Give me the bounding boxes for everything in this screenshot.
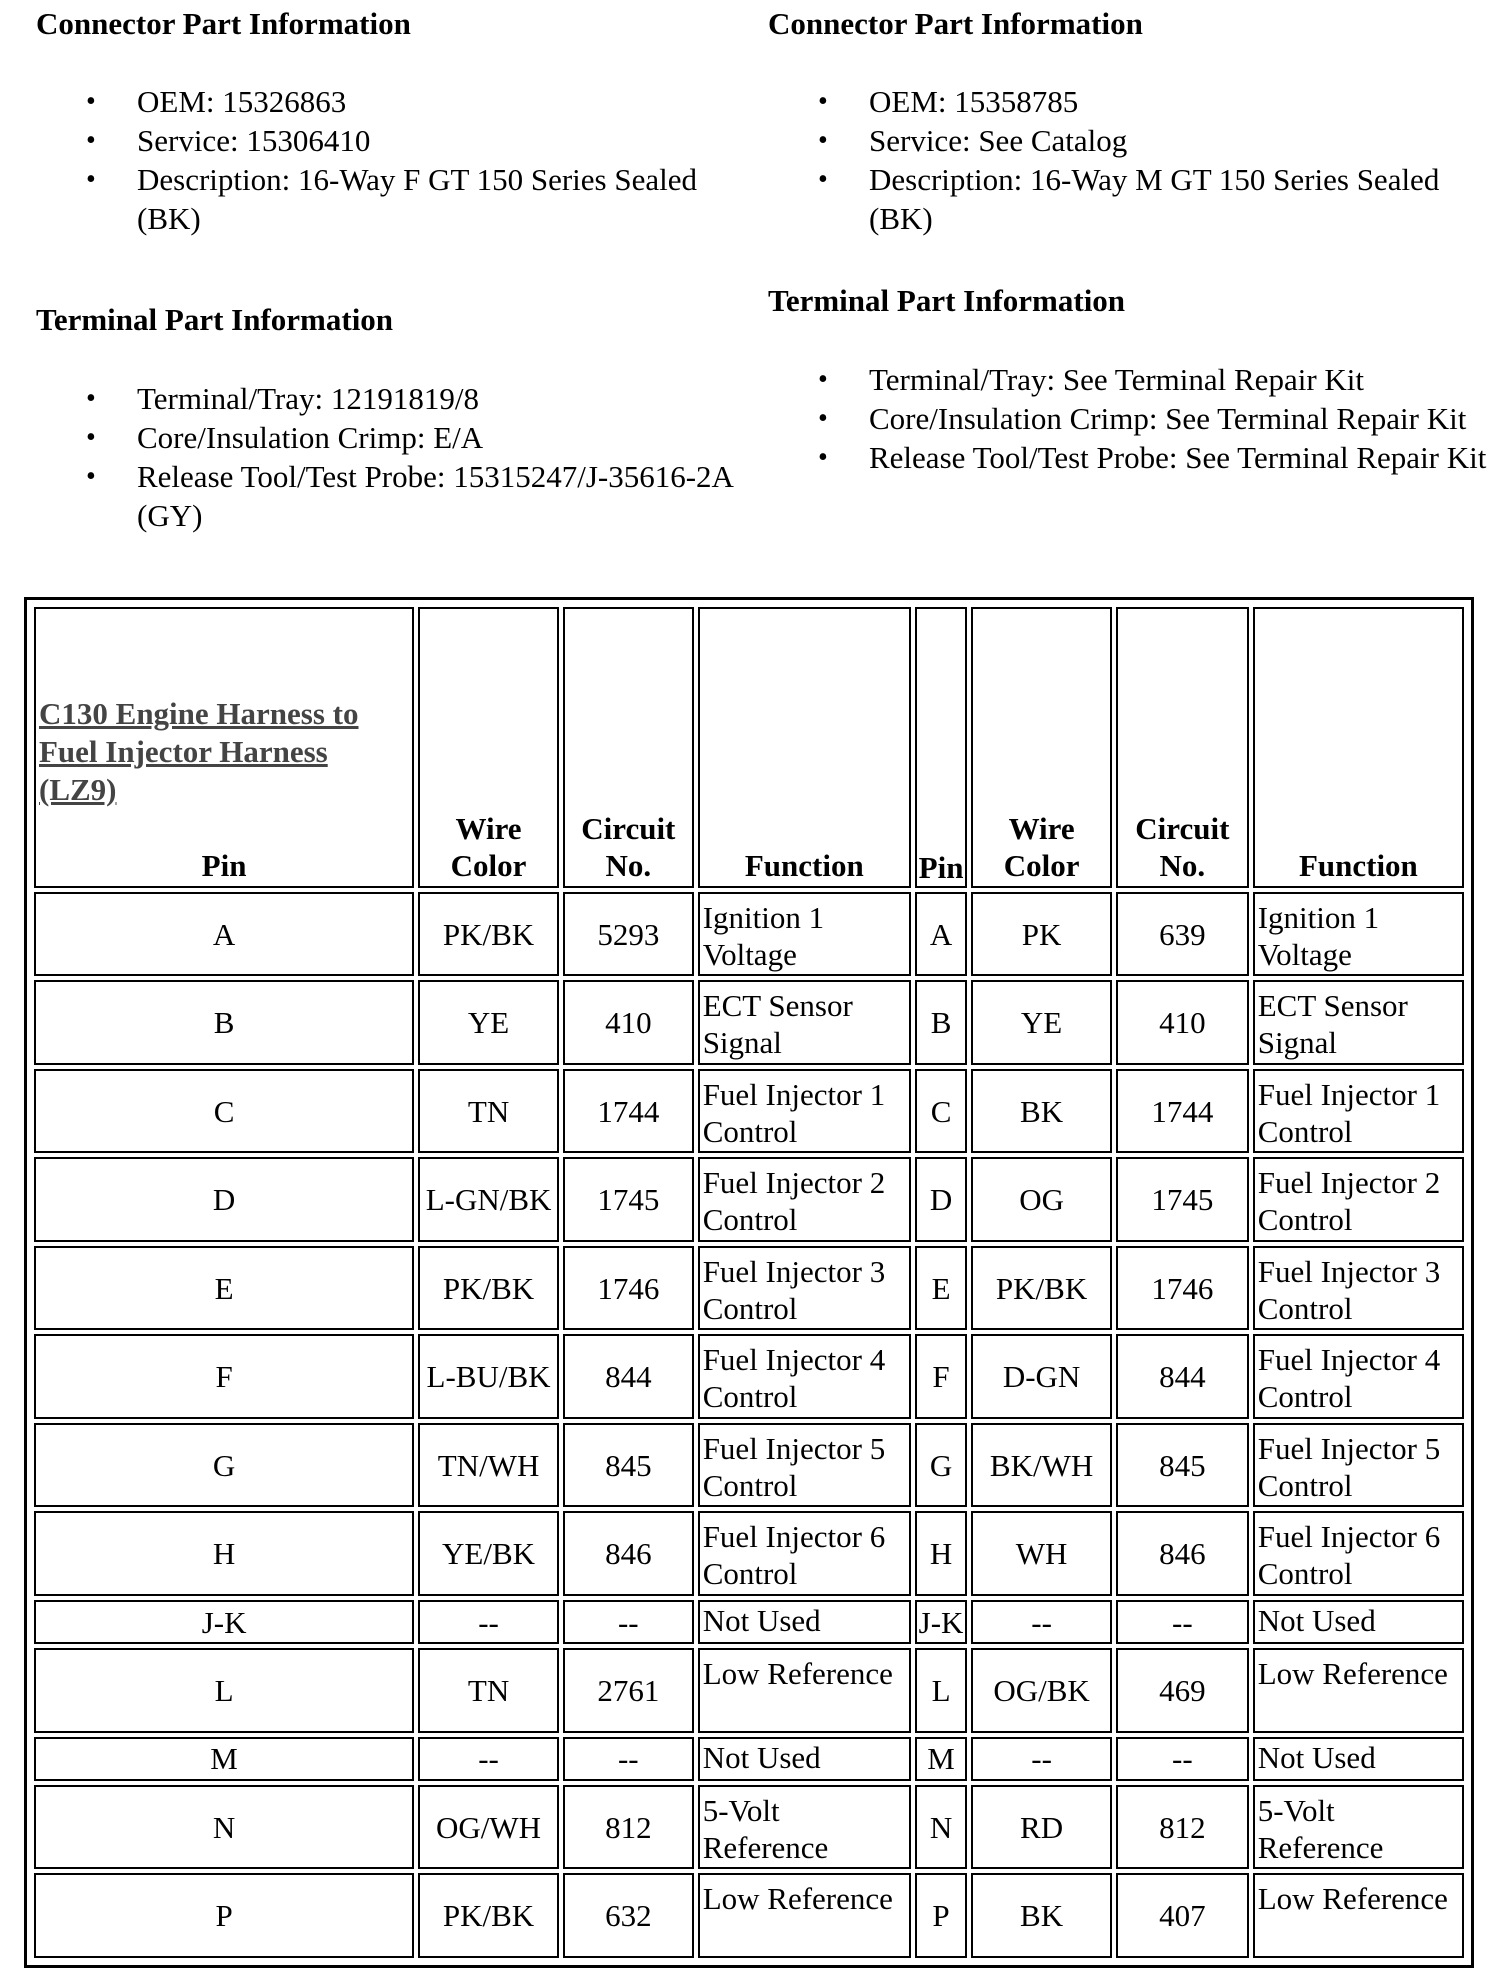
cell-wire-color-2: YE [971, 980, 1112, 1064]
cell-function: Not Used [698, 1737, 911, 1781]
right-terminal-list [768, 360, 1489, 477]
cell-function-2: Low Reference [1253, 1873, 1464, 1958]
cell-wire-color-2: PK/BK [971, 1246, 1112, 1330]
cell-pin-2: G [915, 1423, 967, 1507]
cell-circuit-no: 1746 [563, 1246, 694, 1330]
cell-circuit-no-2: 639 [1116, 892, 1249, 976]
cell-pin: G [34, 1423, 414, 1507]
cell-pin: C [34, 1069, 414, 1153]
cell-wire-color: L-BU/BK [418, 1334, 559, 1418]
header-circuit-no-2: Circuit No. [1116, 607, 1249, 888]
connector-title-link[interactable]: C130 Engine Harness to Fuel Injector Harness (LZ9) [39, 696, 359, 807]
right-connector-list [768, 82, 1489, 238]
table-row [34, 1423, 1464, 1507]
cell-function-2: Fuel Injector 6 Control [1253, 1511, 1464, 1595]
pinout-table [30, 603, 1468, 1962]
header-pin-label: Pin [201, 848, 247, 883]
cell-wire-color-2: -- [971, 1737, 1112, 1781]
cell-function-2: Fuel Injector 4 Control [1253, 1334, 1464, 1418]
cell-function-2: Fuel Injector 3 Control [1253, 1246, 1464, 1330]
cell-wire-color-2: -- [971, 1600, 1112, 1644]
cell-function-2: Low Reference [1253, 1648, 1464, 1732]
cell-pin: J-K [34, 1600, 414, 1644]
table-row [34, 1246, 1464, 1330]
cell-pin-2: B [915, 980, 967, 1064]
cell-circuit-no-2: 846 [1116, 1511, 1249, 1595]
left-terminal-title: Terminal Part Information [36, 302, 394, 337]
cell-function-2: Fuel Injector 5 Control [1253, 1423, 1464, 1507]
cell-pin-2: N [915, 1785, 967, 1869]
cell-circuit-no: 632 [563, 1873, 694, 1958]
cell-circuit-no: 2761 [563, 1648, 694, 1732]
cell-circuit-no: -- [563, 1737, 694, 1781]
cell-wire-color: OG/WH [418, 1785, 559, 1869]
list-item: • Release Tool/Test Probe: See Terminal Repair Kit [768, 438, 1489, 477]
list-item: • Terminal/Tray: 12191819/8 [36, 379, 757, 418]
table-row [34, 1334, 1464, 1418]
cell-circuit-no: -- [563, 1600, 694, 1644]
cell-pin: A [34, 892, 414, 976]
cell-function-2: Not Used [1253, 1600, 1464, 1644]
cell-pin-2: F [915, 1334, 967, 1418]
cell-circuit-no-2: 407 [1116, 1873, 1249, 1958]
cell-wire-color: YE/BK [418, 1511, 559, 1595]
cell-pin: P [34, 1873, 414, 1958]
cell-wire-color: YE [418, 980, 559, 1064]
cell-function: Not Used [698, 1600, 911, 1644]
cell-pin-2: P [915, 1873, 967, 1958]
list-item: • Terminal/Tray: See Terminal Repair Kit [768, 360, 1489, 399]
cell-function: Fuel Injector 2 Control [698, 1157, 911, 1241]
cell-wire-color: TN/WH [418, 1423, 559, 1507]
table-row [34, 1600, 1464, 1644]
list-item: • Description: 16-Way F GT 150 Series Sealed (BK) [36, 160, 757, 238]
cell-wire-color: PK/BK [418, 1246, 559, 1330]
list-item: • Service: See Catalog [768, 121, 1489, 160]
cell-circuit-no: 410 [563, 980, 694, 1064]
cell-function: ECT Sensor Signal [698, 980, 911, 1064]
cell-wire-color-2: BK [971, 1069, 1112, 1153]
cell-wire-color: TN [418, 1648, 559, 1732]
table-row [34, 1648, 1464, 1732]
left-terminal-list [36, 379, 757, 535]
cell-wire-color-2: PK [971, 892, 1112, 976]
cell-pin-2: E [915, 1246, 967, 1330]
cell-circuit-no: 844 [563, 1334, 694, 1418]
cell-circuit-no-2: -- [1116, 1600, 1249, 1644]
cell-wire-color: -- [418, 1737, 559, 1781]
cell-function: Fuel Injector 3 Control [698, 1246, 911, 1330]
cell-circuit-no: 5293 [563, 892, 694, 976]
right-connector-title: Connector Part Information [768, 6, 1143, 41]
right-terminal-title: Terminal Part Information [768, 283, 1126, 318]
left-connector-list [36, 82, 757, 238]
cell-pin-2: A [915, 892, 967, 976]
cell-pin-2: J-K [915, 1600, 967, 1644]
cell-pin-2: L [915, 1648, 967, 1732]
cell-function: Ignition 1 Voltage [698, 892, 911, 976]
cell-circuit-no-2: 1744 [1116, 1069, 1249, 1153]
cell-pin: E [34, 1246, 414, 1330]
header-wire-color: Wire Color [418, 607, 559, 888]
table-header-row [34, 607, 1464, 888]
cell-function-2: Fuel Injector 2 Control [1253, 1157, 1464, 1241]
cell-circuit-no-2: 1746 [1116, 1246, 1249, 1330]
list-item: • Core/Insulation Crimp: E/A [36, 418, 757, 457]
list-item: • Description: 16-Way M GT 150 Series Sealed (BK) [768, 160, 1489, 238]
list-item: • OEM: 15358785 [768, 82, 1489, 121]
cell-circuit-no-2: 845 [1116, 1423, 1249, 1507]
list-item: • Core/Insulation Crimp: See Terminal Repair Kit [768, 399, 1489, 438]
cell-wire-color-2: D-GN [971, 1334, 1112, 1418]
list-item: • Release Tool/Test Probe: 15315247/J-35616-2A (GY) [36, 457, 757, 535]
table-row [34, 1737, 1464, 1781]
cell-pin: M [34, 1737, 414, 1781]
cell-pin: F [34, 1334, 414, 1418]
table-row [34, 1069, 1464, 1153]
cell-pin-2: D [915, 1157, 967, 1241]
cell-wire-color: PK/BK [418, 892, 559, 976]
cell-wire-color-2: OG [971, 1157, 1112, 1241]
cell-circuit-no: 812 [563, 1785, 694, 1869]
cell-circuit-no-2: 844 [1116, 1334, 1249, 1418]
cell-pin: D [34, 1157, 414, 1241]
list-item: • OEM: 15326863 [36, 82, 757, 121]
cell-function-2: Not Used [1253, 1737, 1464, 1781]
cell-wire-color-2: WH [971, 1511, 1112, 1595]
cell-function: Fuel Injector 6 Control [698, 1511, 911, 1595]
cell-function: Fuel Injector 4 Control [698, 1334, 911, 1418]
cell-function: Low Reference [698, 1873, 911, 1958]
header-pin [34, 607, 414, 888]
table-row [34, 1785, 1464, 1869]
cell-function: Low Reference [698, 1648, 911, 1732]
left-connector-title: Connector Part Information [36, 6, 411, 41]
cell-wire-color-2: OG/BK [971, 1648, 1112, 1732]
header-function-2: Function [1253, 607, 1464, 888]
cell-pin-2: H [915, 1511, 967, 1595]
cell-function: Fuel Injector 5 Control [698, 1423, 911, 1507]
cell-wire-color-2: RD [971, 1785, 1112, 1869]
cell-function-2: Fuel Injector 1 Control [1253, 1069, 1464, 1153]
pinout-table-frame [24, 597, 1474, 1968]
cell-pin-2: M [915, 1737, 967, 1781]
list-item: • Service: 15306410 [36, 121, 757, 160]
header-pin-2: Pin [915, 607, 967, 888]
table-row [34, 1511, 1464, 1595]
cell-pin: N [34, 1785, 414, 1869]
cell-circuit-no-2: -- [1116, 1737, 1249, 1781]
header-function: Function [698, 607, 911, 888]
cell-pin-2: C [915, 1069, 967, 1153]
cell-circuit-no-2: 812 [1116, 1785, 1249, 1869]
cell-circuit-no: 1744 [563, 1069, 694, 1153]
cell-function-2: ECT Sensor Signal [1253, 980, 1464, 1064]
cell-function-2: Ignition 1 Voltage [1253, 892, 1464, 976]
cell-circuit-no-2: 469 [1116, 1648, 1249, 1732]
cell-circuit-no: 846 [563, 1511, 694, 1595]
table-row [34, 1157, 1464, 1241]
cell-circuit-no-2: 410 [1116, 980, 1249, 1064]
cell-pin: L [34, 1648, 414, 1732]
cell-wire-color-2: BK [971, 1873, 1112, 1958]
cell-wire-color-2: BK/WH [971, 1423, 1112, 1507]
cell-circuit-no: 1745 [563, 1157, 694, 1241]
header-wire-color-2: Wire Color [971, 607, 1112, 888]
table-row [34, 892, 1464, 976]
cell-wire-color: L-GN/BK [418, 1157, 559, 1241]
cell-function: 5-Volt Reference [698, 1785, 911, 1869]
cell-wire-color: TN [418, 1069, 559, 1153]
cell-pin: H [34, 1511, 414, 1595]
cell-pin: B [34, 980, 414, 1064]
cell-function-2: 5-Volt Reference [1253, 1785, 1464, 1869]
cell-function: Fuel Injector 1 Control [698, 1069, 911, 1153]
cell-circuit-no: 845 [563, 1423, 694, 1507]
table-row [34, 980, 1464, 1064]
cell-wire-color: -- [418, 1600, 559, 1644]
table-row [34, 1873, 1464, 1958]
cell-circuit-no-2: 1745 [1116, 1157, 1249, 1241]
cell-wire-color: PK/BK [418, 1873, 559, 1958]
header-circuit-no: Circuit No. [563, 607, 694, 888]
